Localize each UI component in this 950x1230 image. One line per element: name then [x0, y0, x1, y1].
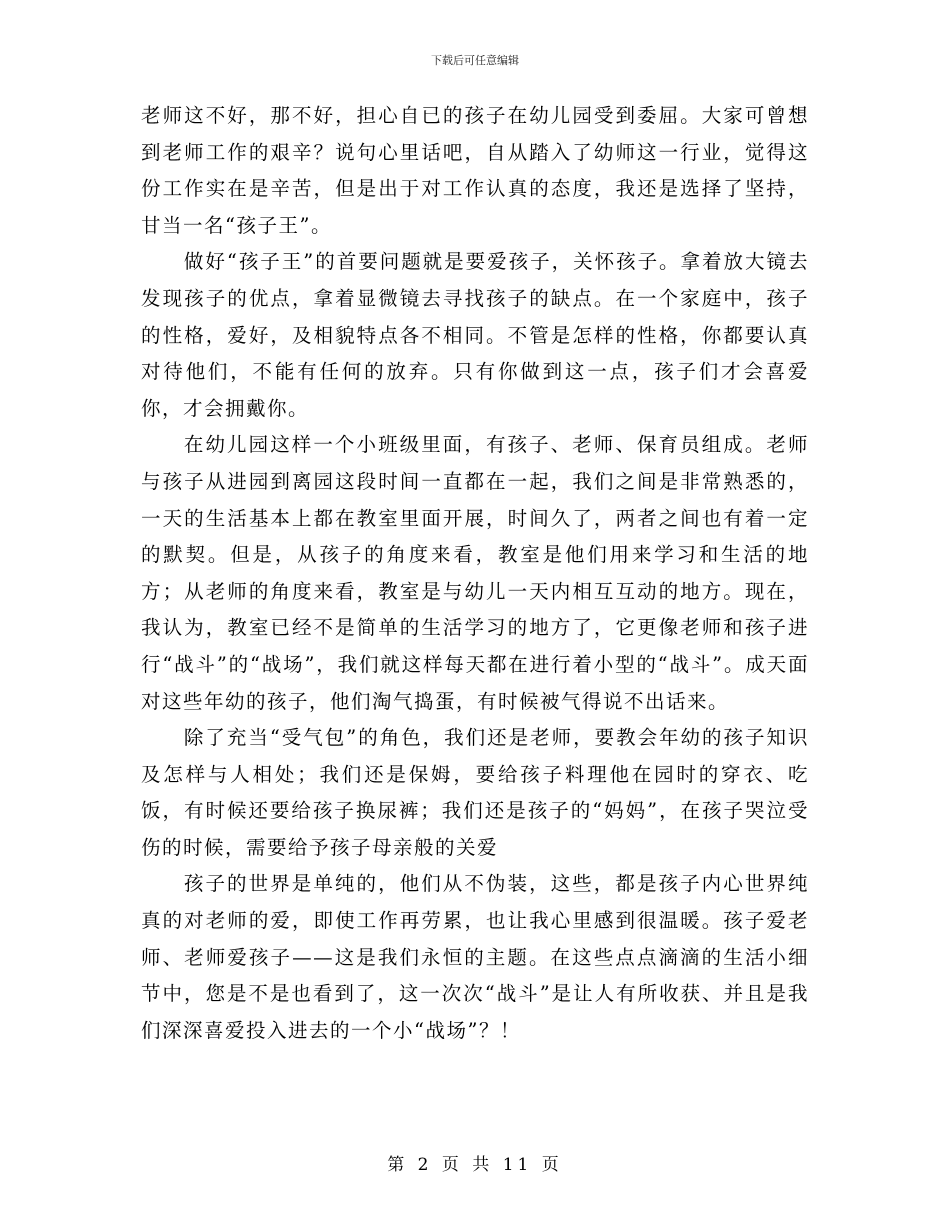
page-header-note: 下载后可任意编辑	[431, 54, 519, 67]
page-number-footer: 第 2 页 共 11 页	[387, 1155, 563, 1175]
paragraph-4: 除了充当“受气包”的角色，我们还是老师，要教会年幼的孩子知识及怎样与人相处；我们还是保姆，要给孩子料理他在园时的穿衣、吃饭，有时候还要给孩子换尿裤；我们还是孩子的“妈妈”，在孩子哭泣受伤的时候，需要给予孩子母亲般的关爱	[141, 726, 809, 859]
paragraph-3: 在幼儿园这样一个小班级里面，有孩子、老师、保育员组成。老师与孩子从进园到离园这段时间一直都在一起，我们之间是非常熟悉的，一天的生活基本上都在教室里面开展，时间久了，两者之间也有着一定的默契。但是，从孩子的角度来看，教室是他们用来学习和生活的地方；从老师的角度来看，教室是与幼儿一天内相互互动的地方。现在，我认为，教室已经不是简单的生活学习的地方了，它更像老师和孩子进行“战斗”的“战场”，我们就这样每天都在进行着小型的“战斗”。成天面对这些年幼的孩子，他们淘气捣蛋，有时候被气得说不出话来。	[141, 433, 809, 713]
document-body	[141, 98, 809, 1049]
paragraph-1: 老师这不好，那不好，担心自已的孩子在幼儿园受到委屈。大家可曾想到老师工作的艰辛？说句心里话吧，自从踏入了幼师这一行业，觉得这份工作实在是辛苦，但是出于对工作认真的态度，我还是选择了坚持，甘当一名“孩子王”。	[141, 104, 809, 237]
paragraph-5: 孩子的世界是单纯的，他们从不伪装，这些，都是孩子内心世界纯真的对老师的爱，即使工作再劳累，也让我心里感到很温暖。孩子爱老师、老师爱孩子——这是我们永恒的主题。在这些点点滴滴的生活小细节中，您是不是也看到了，这一次次“战斗”是让人有所收获、并且是我们深深喜爱投入进去的一个小“战场”？！	[141, 872, 809, 1042]
paragraph-2: 做好“孩子王”的首要问题就是要爱孩子，关怀孩子。拿着放大镜去发现孩子的优点，拿着显微镜去寻找孩子的缺点。在一个家庭中，孩子的性格，爱好，及相貌特点各不相同。不管是怎样的性格，你都要认真对待他们，不能有任何的放弃。只有你做到这一点，孩子们才会喜爱你，才会拥戴你。	[141, 250, 809, 420]
